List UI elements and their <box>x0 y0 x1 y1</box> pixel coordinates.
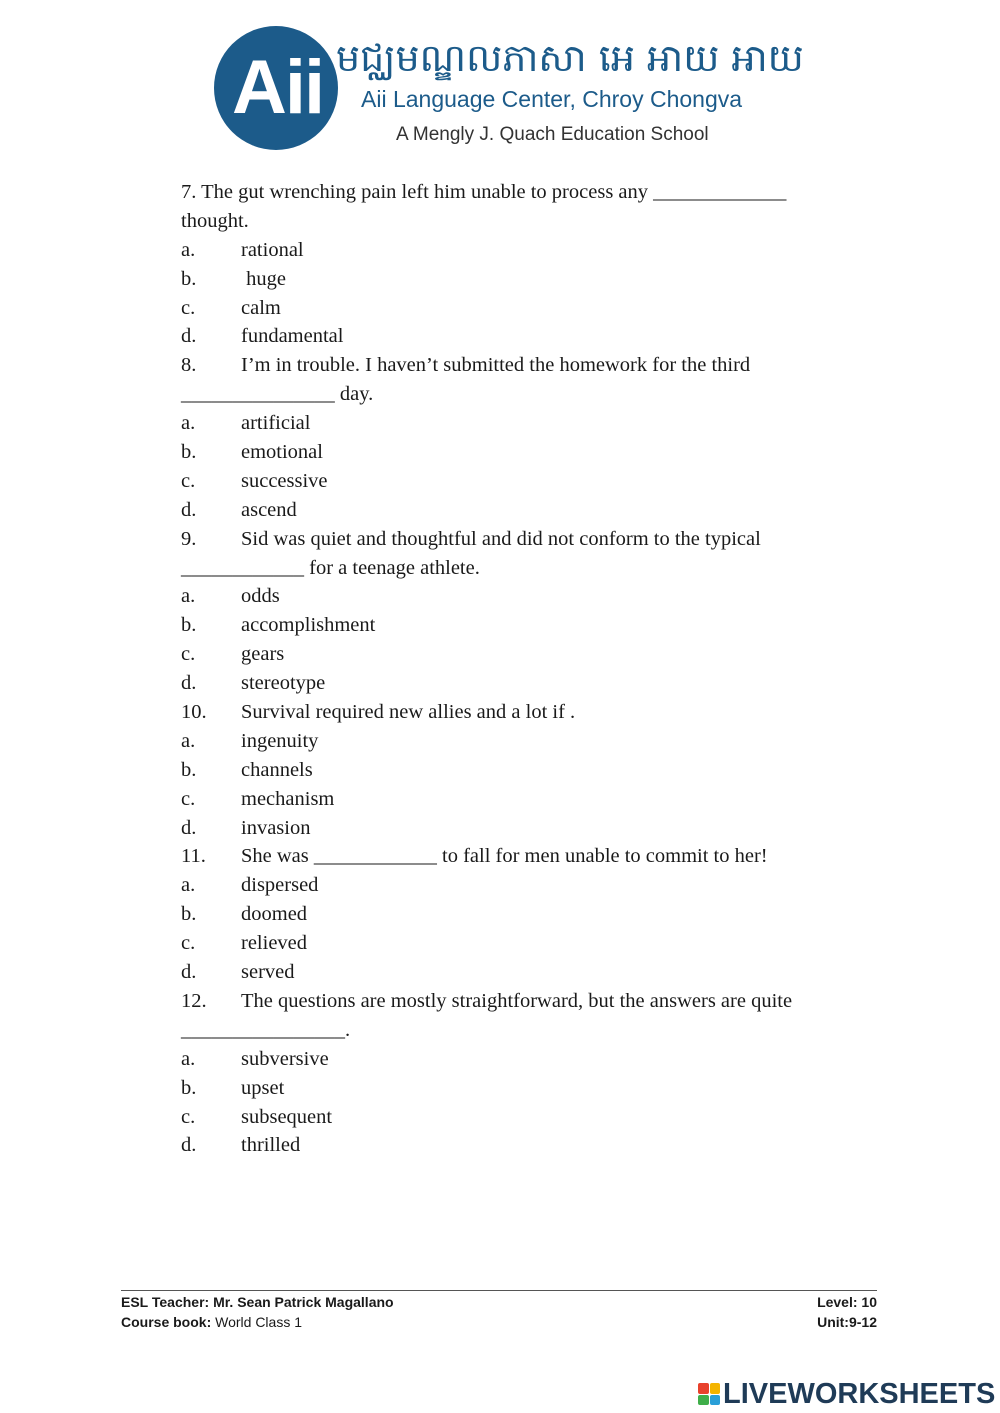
option-letter: b. <box>181 758 197 781</box>
question-stem-continued: ____________ for a teenage athlete. <box>181 556 480 579</box>
footer-divider <box>121 1290 877 1291</box>
option-text: subversive <box>241 1047 329 1070</box>
option-text: thrilled <box>241 1134 301 1157</box>
option-text: invasion <box>241 816 311 839</box>
option-b[interactable] <box>181 1074 841 1103</box>
teacher-label: ESL Teacher: Mr. Sean Patrick Magallano <box>121 1294 394 1310</box>
option-d[interactable] <box>181 958 841 987</box>
option-text: ingenuity <box>241 729 319 752</box>
option-b[interactable] <box>181 265 841 294</box>
option-letter: b. <box>181 441 197 464</box>
unit-label: Unit:9-12 <box>817 1314 877 1330</box>
quiz-body <box>181 178 841 1160</box>
option-letter: a. <box>181 729 196 752</box>
option-letter: c. <box>181 296 196 319</box>
course-book-value: World Class 1 <box>211 1314 303 1330</box>
option-d[interactable] <box>181 814 841 843</box>
logo-text: Aii <box>232 45 324 130</box>
option-text: accomplishment <box>241 614 376 637</box>
header-logo-block <box>214 26 814 156</box>
question-stem: 7. The gut wrenching pain left him unable to process any _____________ <box>181 181 787 203</box>
option-c[interactable] <box>181 785 841 814</box>
option-b[interactable] <box>181 438 841 467</box>
option-d[interactable] <box>181 1131 841 1160</box>
course-book-label: Course book: <box>121 1314 212 1330</box>
question-stem-continued: _______________ day. <box>181 383 374 406</box>
option-b[interactable] <box>181 611 841 640</box>
option-letter: a. <box>181 412 196 435</box>
question-stem: Survival required new allies and a lot if . <box>241 701 576 724</box>
logo-circle <box>214 26 338 150</box>
question-number: 9. <box>181 527 197 550</box>
option-text: channels <box>241 758 313 781</box>
question-stem: I’m in trouble. I haven’t submitted the homework for the third <box>241 354 751 377</box>
option-letter: b. <box>181 267 197 290</box>
option-text: huge <box>241 267 286 290</box>
option-text: calm <box>241 296 281 319</box>
option-letter: c. <box>181 469 196 492</box>
option-text: gears <box>241 643 285 666</box>
question-stem: Sid was quiet and thoughtful and did not conform to the typical <box>241 527 761 550</box>
option-a[interactable] <box>181 871 841 900</box>
question-12 <box>181 987 841 1160</box>
option-text: rational <box>241 238 304 261</box>
option-c[interactable] <box>181 467 841 496</box>
option-text: subsequent <box>241 1105 333 1128</box>
option-letter: a. <box>181 585 196 608</box>
option-letter: a. <box>181 874 196 897</box>
course-book <box>121 1312 302 1332</box>
option-text: emotional <box>241 441 323 464</box>
question-stem-continued: ________________. <box>181 1018 351 1041</box>
option-text: relieved <box>241 932 308 955</box>
liveworksheets-logo-icon <box>698 1383 720 1405</box>
question-number: 10. <box>181 701 207 724</box>
option-text: ascend <box>241 498 297 521</box>
option-b[interactable] <box>181 756 841 785</box>
option-d[interactable] <box>181 496 841 525</box>
option-letter: b. <box>181 903 197 926</box>
option-c[interactable] <box>181 1103 841 1132</box>
question-stem: The questions are mostly straightforward, but the answers are quite <box>241 989 793 1012</box>
option-a[interactable] <box>181 1045 841 1074</box>
level-label: Level: 10 <box>817 1294 877 1310</box>
option-letter: c. <box>181 932 196 955</box>
question-number: 12. <box>181 989 207 1012</box>
option-d[interactable] <box>181 322 841 351</box>
question-stem: She was ____________ to fall for men unable to commit to her! <box>241 845 768 868</box>
liveworksheets-text: LIVEWORKSHEETS <box>723 1377 996 1410</box>
option-letter: d. <box>181 816 197 839</box>
option-text: served <box>241 961 295 984</box>
option-letter: d. <box>181 498 197 521</box>
question-10 <box>181 698 841 842</box>
option-c[interactable] <box>181 640 841 669</box>
option-text: fundamental <box>241 325 344 348</box>
khmer-center-name: មជ្ឈមណ្ឌលភាសា អេ អាយ អាយ <box>336 36 804 80</box>
question-7 <box>181 178 841 351</box>
option-text: odds <box>241 585 280 608</box>
option-c[interactable] <box>181 294 841 323</box>
option-letter: a. <box>181 1047 196 1070</box>
option-a[interactable] <box>181 727 841 756</box>
question-stem-continued: thought. <box>181 209 249 232</box>
option-letter: c. <box>181 643 196 666</box>
option-letter: a. <box>181 238 196 261</box>
option-a[interactable] <box>181 236 841 265</box>
question-number: 8. <box>181 354 197 377</box>
question-11 <box>181 842 841 986</box>
option-text: upset <box>241 1076 285 1099</box>
option-text: artificial <box>241 412 311 435</box>
option-letter: d. <box>181 325 197 348</box>
option-text: dispersed <box>241 874 319 897</box>
option-b[interactable] <box>181 900 841 929</box>
option-d[interactable] <box>181 669 841 698</box>
option-letter: d. <box>181 961 197 984</box>
question-number: 11. <box>181 845 206 868</box>
option-text: mechanism <box>241 787 335 810</box>
option-letter: d. <box>181 1134 197 1157</box>
school-name: A Mengly J. Quach Education School <box>396 124 709 145</box>
option-letter: c. <box>181 1105 196 1128</box>
question-8 <box>181 351 841 524</box>
option-letter: c. <box>181 787 196 810</box>
question-9 <box>181 525 841 698</box>
option-text: doomed <box>241 903 308 926</box>
option-text: successive <box>241 469 328 492</box>
option-text: stereotype <box>241 672 326 695</box>
option-letter: b. <box>181 1076 197 1099</box>
footer <box>121 1292 877 1332</box>
option-a[interactable] <box>181 409 841 438</box>
option-c[interactable] <box>181 929 841 958</box>
liveworksheets-watermark <box>698 1376 995 1412</box>
center-name: Aii Language Center, Chroy Chongva <box>361 86 743 112</box>
option-letter: b. <box>181 614 197 637</box>
option-a[interactable] <box>181 582 841 611</box>
option-letter: d. <box>181 672 197 695</box>
